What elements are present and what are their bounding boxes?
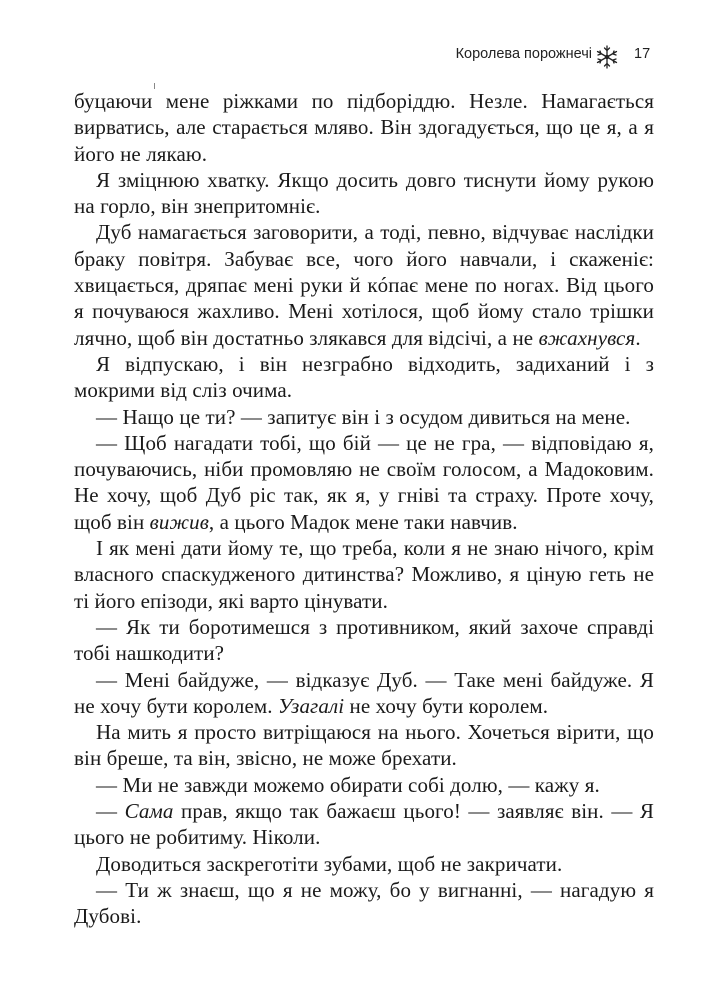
text-run: — Щоб нагадати тобі, що бій — це не гра, — відповідаю я, почуваючись, ніби промовляю не своїм голосом, а Мадоковим. Не хочу, щоб Дуб ріс так, як я, у гніві та страху. Проте хочу, щоб він [74,430,654,534]
paragraph [74,404,654,430]
text-run: — [96,799,125,824]
text-run: — Ми не завжди можемо обирати собі долю, — кажу я. [96,772,600,797]
italic-text: Узагалі [277,693,345,718]
italic-text: Сама [124,799,174,824]
text-run: . [635,325,641,350]
paragraph [74,798,654,851]
text-run: Я зміцнюю хватку. Якщо досить довго тиснути йому рукою на горло, він знепритомніє. [74,167,654,219]
text-run: — Ти ж знаєш, що я не можу, бо у вигнанні, — нагадую я Дубові. [74,877,654,929]
paragraph [74,351,654,404]
text-run: — Нащо це ти? — запитує він і з осудом дивиться на мене. [96,404,631,429]
paragraph [74,877,654,930]
paragraph [74,88,654,167]
text-run: І як мені дати йому те, що треба, коли я не знаю нічого, крім власного спаскудженого дитинства? Можливо, я ціную геть не ті його епізоди, які варто цінувати. [74,536,654,613]
running-title: Королева порожнечі [455,46,592,62]
page-number: 17 [634,46,651,62]
text-run: не хочу бути королем. [344,693,549,718]
text-run: прав, якщо так бажаєш цього! — заявляє він. — Я цього не робитиму. Ніколи. [74,799,654,850]
text-run: Я відпускаю, і він незграбно відходить, задиханий і з мокрими від сліз очима. [74,351,654,403]
italic-text: вижив [149,509,209,534]
text-run: — Як ти боротимешся з противником, який захоче справді тобі нашкодити? [74,614,654,666]
paragraph [74,167,654,220]
paragraph [74,719,654,772]
snowflake-ornament-icon [594,44,620,70]
text-run: Дуб намагається заговорити, а тоді, певно, відчуває наслідки браку повітря. Забуває все, чого його навчали, і скаженіє: хвицається, дряпає мені руки й кóпає мене по ногах. Від цього я почуваюся жахливо. Мені хотілося, щоб йому стало трішки лячно, щоб він достатньо злякався для відсічі, а не [74,220,654,350]
text-run: буцаючи мене ріжками по підборіддю. Незле. Намагається вирватись, але старається мляво. Він здогадується, що це я, а я його не лякаю. [74,89,654,166]
text-run: На мить я просто витріщаюся на нього. Хочеться вірити, що він бреше, та він, звісно, не може брехати. [74,720,654,771]
paragraph [74,430,654,535]
text-run: Доводиться заскреготіти зубами, щоб не закричати. [96,851,563,876]
paragraph [74,772,654,798]
italic-text: вжахнувся [538,325,636,350]
paragraph [74,219,654,350]
paragraph [74,535,654,614]
text-run: — Мені байдуже, — відказує Дуб. — Таке мені байдуже. Я не хочу бути королем. [74,667,654,718]
paragraph [74,851,654,877]
text-run: , а цього Мадок мене таки навчив. [208,509,518,534]
paragraph [74,614,654,667]
paragraph [74,667,654,720]
running-header [0,44,728,72]
body-text [74,88,654,930]
